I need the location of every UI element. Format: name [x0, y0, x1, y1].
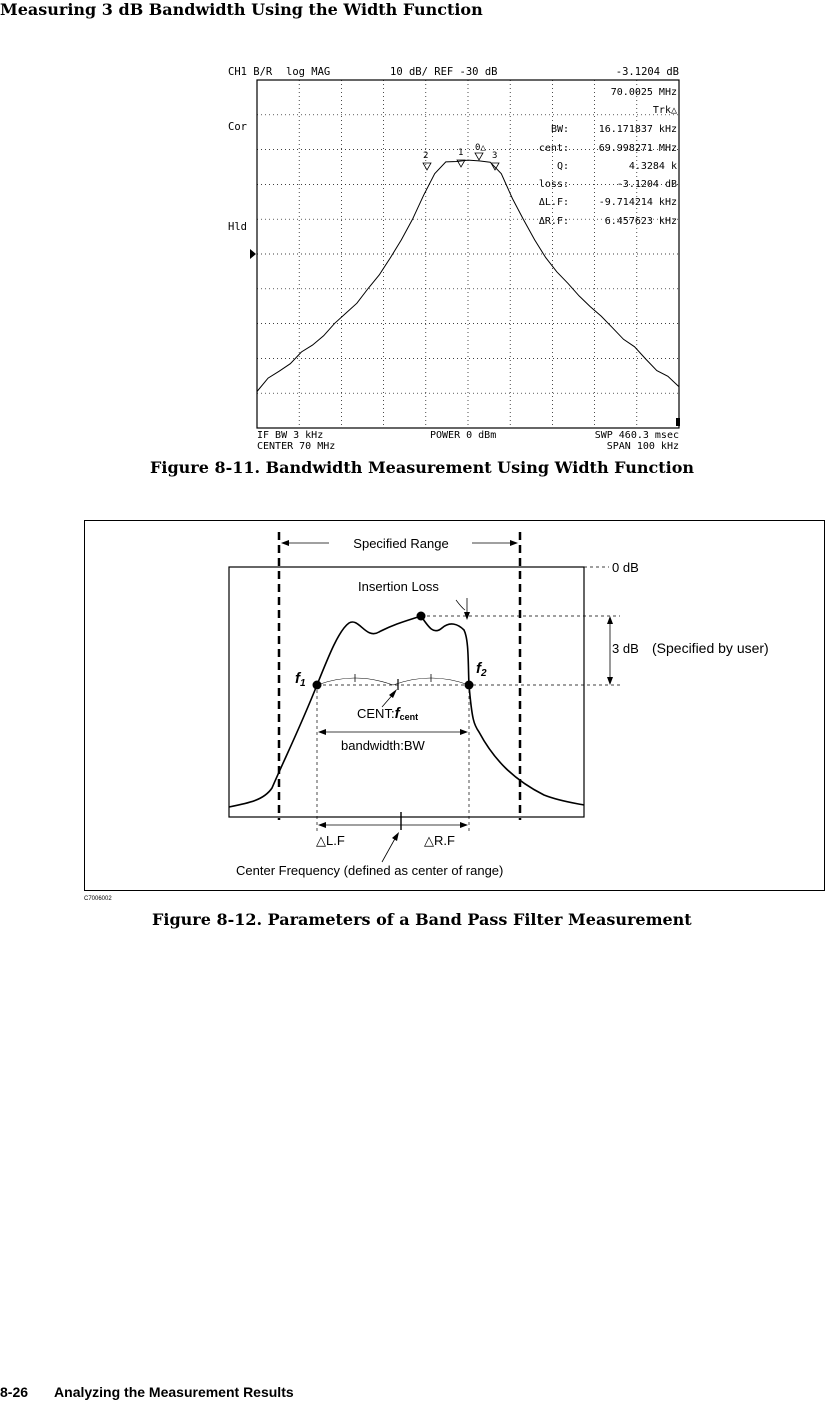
cent-label: CENT:fcent — [357, 705, 419, 722]
marker-labels — [423, 143, 499, 170]
center-frequency-arrow-icon — [392, 832, 399, 841]
insertion-loss-label: Insertion Loss — [358, 579, 439, 594]
three-db-label: 3 dB — [612, 641, 639, 656]
readout-label-dlf: ΔL.F: — [538, 197, 569, 208]
analyzer-screen-figure — [225, 60, 687, 452]
readout-value-drf: 6.457623 kHz — [604, 216, 677, 227]
delta-lf-label: △L.F — [316, 833, 345, 848]
tracking-label: Trk△ — [652, 105, 677, 116]
marker-value: -3.1204 dB — [615, 66, 679, 78]
reference-arrow-icon — [250, 249, 256, 259]
marker-1-label: 1 — [458, 148, 464, 158]
readout-panel — [539, 87, 677, 227]
page-number: 8-26 — [0, 1384, 29, 1400]
channel-label: CH1 B/R — [228, 66, 273, 78]
readout-value-bw: 16.171837 kHz — [598, 124, 677, 135]
specified-range-label: Specified Range — [353, 536, 449, 551]
span-label: SPAN 100 kHz — [606, 441, 679, 452]
bw-right-arrow-icon — [460, 729, 468, 735]
f2-label: $f_2$ — [476, 660, 487, 679]
insertion-loss-leader — [456, 600, 465, 610]
marker-0-icon — [475, 153, 483, 160]
readout-value-q: 4.3284 k — [628, 161, 677, 172]
cent-arrow-icon — [389, 689, 397, 698]
sweep-label: SWP 460.3 msec — [594, 430, 679, 441]
dim-up-arrow-icon — [607, 616, 613, 624]
readout-value-dlf: -9.714214 kHz — [598, 197, 677, 208]
marker-0-label: 0△ — [475, 143, 486, 153]
f1-label: $f_1$ — [295, 670, 306, 689]
bandwidth-label: bandwidth:BW — [341, 738, 425, 753]
readout-label-q: Q: — [556, 161, 569, 172]
readout-label-bw: BW: — [550, 124, 569, 135]
dlf-left-arrow-icon — [318, 822, 326, 828]
readout-value-loss: -3.1204 dB — [616, 179, 677, 190]
bw-left-arrow-icon — [318, 729, 326, 735]
center-frequency-label: Center Frequency (defined as center of range) — [236, 863, 504, 878]
peak-point — [417, 612, 426, 621]
readout-value-cent: 69.998271 MHz — [598, 143, 677, 154]
arrow-right-icon — [510, 540, 518, 546]
format-label: log MAG — [286, 66, 331, 78]
marker-3-label: 3 — [492, 151, 498, 161]
figure-8-12-caption: Figure 8-12. Parameters of a Band Pass Filter Measurement — [152, 910, 692, 929]
ifbw-label: IF BW 3 kHz — [257, 430, 324, 441]
dim-down-arrow-icon — [607, 677, 613, 685]
scroll-marker-icon — [676, 418, 680, 426]
power-label: POWER 0 dBm — [430, 430, 497, 441]
marker-2-label: 2 — [423, 151, 429, 161]
zero-db-label: 0 dB — [612, 560, 639, 575]
display-box — [229, 567, 584, 817]
chapter-title: Analyzing the Measurement Results — [54, 1384, 294, 1400]
figure-8-11-caption: Figure 8-11. Bandwidth Measurement Using Width Function — [150, 458, 695, 477]
section-heading: Measuring 3 dB Bandwidth Using the Width Function — [0, 0, 483, 19]
marker-frequency: 70.0025 MHz — [610, 87, 677, 98]
specified-by-user-label: (Specified by user) — [652, 640, 769, 656]
marker-2-icon — [423, 163, 431, 170]
drf-right-arrow-icon — [460, 822, 468, 828]
center-label: CENTER 70 MHz — [257, 441, 336, 452]
bandpass-diagram-figure — [84, 520, 826, 902]
hld-label: Hld — [228, 221, 247, 233]
figure-code: C7006002 — [84, 896, 112, 902]
readout-label-drf: ΔR.F: — [538, 216, 569, 227]
scale-label: 10 dB/ REF -30 dB — [390, 66, 498, 78]
readout-label-cent: cent: — [538, 143, 569, 154]
cor-label: Cor — [228, 121, 247, 133]
page-footer — [0, 1384, 294, 1400]
delta-rf-label: △R.F — [424, 833, 455, 848]
arrow-left-icon — [281, 540, 289, 546]
readout-label-loss: loss: — [538, 179, 569, 190]
